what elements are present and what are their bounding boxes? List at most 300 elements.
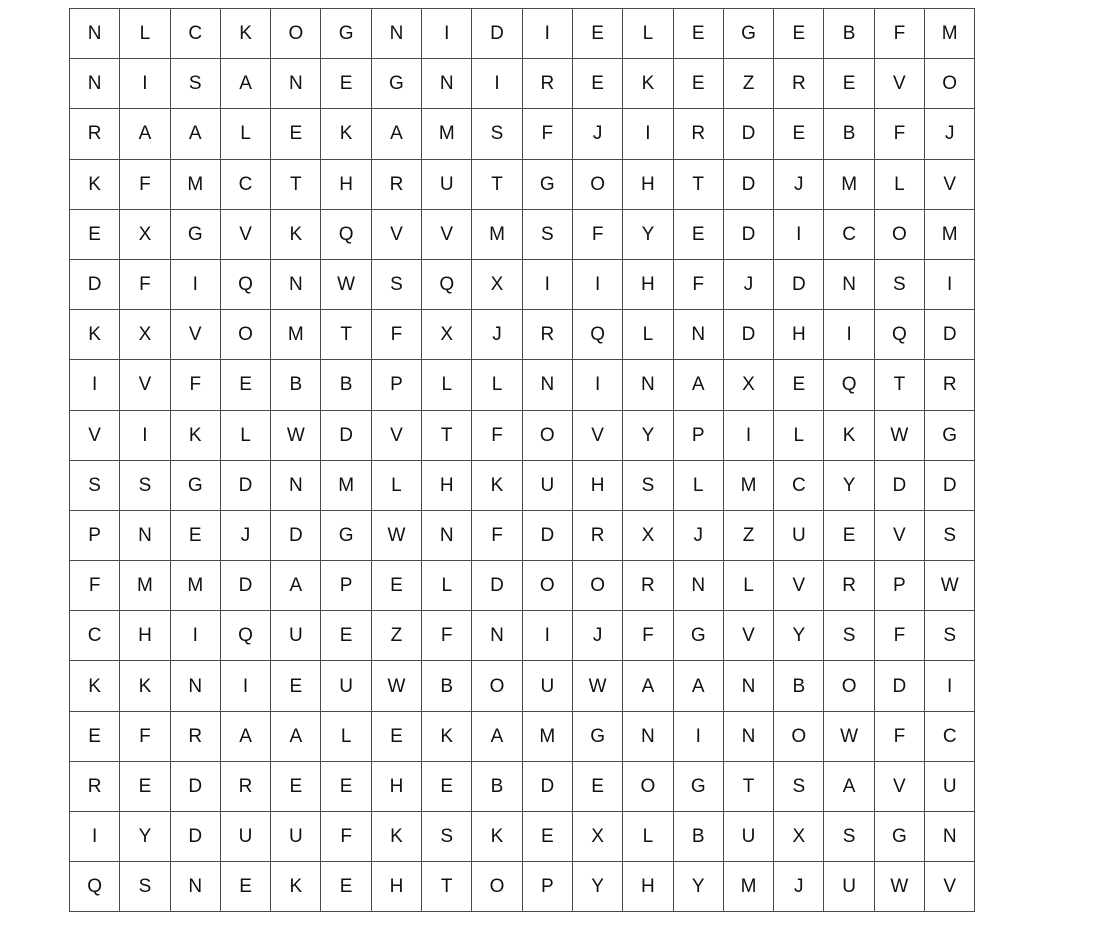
letter-cell[interactable]: T [472, 159, 522, 209]
letter-cell[interactable]: D [220, 561, 270, 611]
letter-cell[interactable]: F [472, 510, 522, 560]
letter-cell[interactable]: Q [824, 360, 874, 410]
letter-cell[interactable]: D [723, 159, 773, 209]
letter-cell[interactable]: L [623, 310, 673, 360]
letter-cell[interactable]: A [170, 109, 220, 159]
letter-cell[interactable]: D [220, 460, 270, 510]
letter-cell[interactable]: U [271, 812, 321, 862]
letter-cell[interactable]: B [824, 109, 874, 159]
letter-cell[interactable]: O [522, 561, 572, 611]
letter-cell[interactable]: G [673, 761, 723, 811]
letter-cell[interactable]: O [572, 561, 622, 611]
letter-cell[interactable]: K [70, 661, 120, 711]
letter-cell[interactable]: H [572, 460, 622, 510]
letter-cell[interactable]: V [371, 209, 421, 259]
letter-cell[interactable]: B [774, 661, 824, 711]
letter-cell[interactable]: O [774, 711, 824, 761]
letter-cell[interactable]: S [422, 812, 472, 862]
letter-cell[interactable]: R [774, 59, 824, 109]
letter-cell[interactable]: N [673, 561, 723, 611]
letter-cell[interactable]: D [774, 259, 824, 309]
letter-cell[interactable]: N [371, 9, 421, 59]
letter-cell[interactable]: J [472, 310, 522, 360]
letter-cell[interactable]: F [321, 812, 371, 862]
letter-cell[interactable]: E [673, 59, 723, 109]
letter-cell[interactable]: A [220, 711, 270, 761]
letter-cell[interactable]: W [925, 561, 975, 611]
letter-cell[interactable]: K [220, 9, 270, 59]
letter-cell[interactable]: L [371, 460, 421, 510]
letter-cell[interactable]: R [70, 109, 120, 159]
letter-cell[interactable]: W [321, 259, 371, 309]
letter-cell[interactable]: V [371, 410, 421, 460]
letter-cell[interactable]: M [422, 109, 472, 159]
letter-cell[interactable]: D [472, 561, 522, 611]
letter-cell[interactable]: I [522, 259, 572, 309]
letter-cell[interactable]: W [371, 661, 421, 711]
letter-cell[interactable]: D [271, 510, 321, 560]
letter-cell[interactable]: J [774, 862, 824, 912]
letter-cell[interactable]: R [371, 159, 421, 209]
letter-cell[interactable]: U [522, 460, 572, 510]
letter-cell[interactable]: P [874, 561, 924, 611]
letter-cell[interactable]: E [371, 711, 421, 761]
letter-cell[interactable]: E [572, 761, 622, 811]
letter-cell[interactable]: I [572, 259, 622, 309]
letter-cell[interactable]: M [170, 159, 220, 209]
letter-cell[interactable]: L [422, 360, 472, 410]
letter-cell[interactable]: H [422, 460, 472, 510]
letter-cell[interactable]: I [723, 410, 773, 460]
letter-cell[interactable]: K [472, 460, 522, 510]
letter-cell[interactable]: K [371, 812, 421, 862]
letter-cell[interactable]: G [170, 209, 220, 259]
letter-cell[interactable]: H [623, 159, 673, 209]
letter-cell[interactable]: D [522, 510, 572, 560]
letter-cell[interactable]: E [774, 360, 824, 410]
letter-cell[interactable]: H [371, 862, 421, 912]
letter-cell[interactable]: M [170, 561, 220, 611]
letter-cell[interactable]: E [120, 761, 170, 811]
letter-cell[interactable]: R [522, 310, 572, 360]
letter-cell[interactable]: U [220, 812, 270, 862]
letter-cell[interactable]: V [874, 510, 924, 560]
letter-cell[interactable]: E [70, 711, 120, 761]
letter-cell[interactable]: I [472, 59, 522, 109]
letter-cell[interactable]: Q [70, 862, 120, 912]
letter-cell[interactable]: I [774, 209, 824, 259]
letter-cell[interactable]: S [824, 812, 874, 862]
letter-cell[interactable]: E [572, 9, 622, 59]
letter-cell[interactable]: U [925, 761, 975, 811]
letter-cell[interactable]: S [472, 109, 522, 159]
letter-cell[interactable]: B [472, 761, 522, 811]
letter-cell[interactable]: H [623, 259, 673, 309]
letter-cell[interactable]: U [522, 661, 572, 711]
letter-cell[interactable]: V [925, 159, 975, 209]
letter-cell[interactable]: L [623, 9, 673, 59]
letter-cell[interactable]: R [673, 109, 723, 159]
letter-cell[interactable]: U [321, 661, 371, 711]
letter-cell[interactable]: D [723, 209, 773, 259]
letter-cell[interactable]: V [220, 209, 270, 259]
letter-cell[interactable]: N [673, 310, 723, 360]
letter-cell[interactable]: Z [371, 611, 421, 661]
letter-cell[interactable]: H [120, 611, 170, 661]
letter-cell[interactable]: M [472, 209, 522, 259]
letter-cell[interactable]: O [925, 59, 975, 109]
letter-cell[interactable]: E [321, 761, 371, 811]
letter-cell[interactable]: Y [824, 460, 874, 510]
letter-cell[interactable]: A [673, 661, 723, 711]
letter-cell[interactable]: M [824, 159, 874, 209]
letter-cell[interactable]: E [321, 59, 371, 109]
letter-cell[interactable]: A [824, 761, 874, 811]
letter-cell[interactable]: D [170, 812, 220, 862]
letter-cell[interactable]: E [271, 661, 321, 711]
letter-cell[interactable]: L [321, 711, 371, 761]
letter-cell[interactable]: N [120, 510, 170, 560]
letter-cell[interactable]: E [824, 510, 874, 560]
letter-cell[interactable]: N [170, 661, 220, 711]
letter-cell[interactable]: I [925, 259, 975, 309]
letter-cell[interactable]: S [874, 259, 924, 309]
letter-cell[interactable]: M [925, 9, 975, 59]
letter-cell[interactable]: R [170, 711, 220, 761]
letter-cell[interactable]: K [623, 59, 673, 109]
letter-cell[interactable]: F [120, 259, 170, 309]
letter-cell[interactable]: O [220, 310, 270, 360]
letter-cell[interactable]: F [422, 611, 472, 661]
letter-cell[interactable]: S [623, 460, 673, 510]
letter-cell[interactable]: D [70, 259, 120, 309]
letter-cell[interactable]: W [824, 711, 874, 761]
letter-cell[interactable]: I [120, 59, 170, 109]
letter-cell[interactable]: R [824, 561, 874, 611]
letter-cell[interactable]: T [321, 310, 371, 360]
letter-cell[interactable]: A [673, 360, 723, 410]
letter-cell[interactable]: E [572, 59, 622, 109]
letter-cell[interactable]: K [472, 812, 522, 862]
letter-cell[interactable]: F [623, 611, 673, 661]
letter-cell[interactable]: E [522, 812, 572, 862]
letter-cell[interactable]: C [925, 711, 975, 761]
letter-cell[interactable]: G [572, 711, 622, 761]
letter-cell[interactable]: S [371, 259, 421, 309]
letter-cell[interactable]: Y [673, 862, 723, 912]
letter-cell[interactable]: E [371, 561, 421, 611]
letter-cell[interactable]: D [874, 661, 924, 711]
letter-cell[interactable]: V [774, 561, 824, 611]
letter-cell[interactable]: A [472, 711, 522, 761]
letter-cell[interactable]: N [723, 711, 773, 761]
letter-cell[interactable]: F [120, 159, 170, 209]
letter-cell[interactable]: C [824, 209, 874, 259]
letter-cell[interactable]: N [623, 711, 673, 761]
letter-cell[interactable]: A [271, 561, 321, 611]
letter-cell[interactable]: X [723, 360, 773, 410]
letter-cell[interactable]: B [271, 360, 321, 410]
letter-cell[interactable]: K [70, 159, 120, 209]
letter-cell[interactable]: T [271, 159, 321, 209]
letter-cell[interactable]: G [170, 460, 220, 510]
letter-cell[interactable]: T [874, 360, 924, 410]
letter-cell[interactable]: J [220, 510, 270, 560]
letter-cell[interactable]: H [321, 159, 371, 209]
letter-cell[interactable]: K [271, 862, 321, 912]
letter-cell[interactable]: I [522, 9, 572, 59]
letter-cell[interactable]: G [874, 812, 924, 862]
letter-cell[interactable]: I [70, 812, 120, 862]
letter-cell[interactable]: C [774, 460, 824, 510]
letter-cell[interactable]: E [220, 360, 270, 410]
letter-cell[interactable]: J [572, 109, 622, 159]
letter-cell[interactable]: G [371, 59, 421, 109]
letter-cell[interactable]: B [673, 812, 723, 862]
letter-cell[interactable]: F [874, 711, 924, 761]
letter-cell[interactable]: E [673, 209, 723, 259]
letter-cell[interactable]: U [774, 510, 824, 560]
letter-cell[interactable]: W [271, 410, 321, 460]
letter-cell[interactable]: M [723, 862, 773, 912]
letter-cell[interactable]: Q [422, 259, 472, 309]
letter-cell[interactable]: I [220, 661, 270, 711]
letter-cell[interactable]: V [120, 360, 170, 410]
letter-cell[interactable]: W [874, 410, 924, 460]
letter-cell[interactable]: R [572, 510, 622, 560]
letter-cell[interactable]: M [723, 460, 773, 510]
letter-cell[interactable]: E [774, 9, 824, 59]
letter-cell[interactable]: K [120, 661, 170, 711]
letter-cell[interactable]: E [70, 209, 120, 259]
letter-cell[interactable]: K [271, 209, 321, 259]
letter-cell[interactable]: E [271, 109, 321, 159]
letter-cell[interactable]: A [120, 109, 170, 159]
letter-cell[interactable]: M [925, 209, 975, 259]
letter-cell[interactable]: O [572, 159, 622, 209]
letter-cell[interactable]: D [723, 109, 773, 159]
letter-cell[interactable]: T [422, 410, 472, 460]
letter-cell[interactable]: G [925, 410, 975, 460]
letter-cell[interactable]: X [472, 259, 522, 309]
letter-cell[interactable]: D [925, 460, 975, 510]
letter-cell[interactable]: U [723, 812, 773, 862]
letter-cell[interactable]: M [120, 561, 170, 611]
letter-cell[interactable]: I [120, 410, 170, 460]
letter-cell[interactable]: N [271, 460, 321, 510]
letter-cell[interactable]: J [723, 259, 773, 309]
letter-cell[interactable]: Y [572, 862, 622, 912]
letter-cell[interactable]: L [472, 360, 522, 410]
letter-cell[interactable]: Z [723, 510, 773, 560]
letter-cell[interactable]: P [673, 410, 723, 460]
letter-cell[interactable]: N [422, 59, 472, 109]
letter-cell[interactable]: E [321, 862, 371, 912]
letter-cell[interactable]: I [170, 611, 220, 661]
letter-cell[interactable]: O [472, 862, 522, 912]
letter-cell[interactable]: S [120, 460, 170, 510]
letter-cell[interactable]: R [623, 561, 673, 611]
letter-cell[interactable]: X [120, 209, 170, 259]
letter-cell[interactable]: K [321, 109, 371, 159]
letter-cell[interactable]: X [774, 812, 824, 862]
letter-cell[interactable]: I [170, 259, 220, 309]
letter-cell[interactable]: L [623, 812, 673, 862]
letter-cell[interactable]: T [673, 159, 723, 209]
letter-cell[interactable]: N [271, 259, 321, 309]
letter-cell[interactable]: I [623, 109, 673, 159]
letter-cell[interactable]: D [925, 310, 975, 360]
letter-cell[interactable]: K [70, 310, 120, 360]
letter-cell[interactable]: D [723, 310, 773, 360]
letter-cell[interactable]: N [824, 259, 874, 309]
letter-cell[interactable]: E [220, 862, 270, 912]
letter-cell[interactable]: G [321, 510, 371, 560]
letter-cell[interactable]: Y [623, 209, 673, 259]
letter-cell[interactable]: O [271, 9, 321, 59]
letter-cell[interactable]: M [271, 310, 321, 360]
letter-cell[interactable]: P [522, 862, 572, 912]
letter-cell[interactable]: B [422, 661, 472, 711]
letter-cell[interactable]: D [472, 9, 522, 59]
letter-cell[interactable]: B [824, 9, 874, 59]
letter-cell[interactable]: G [321, 9, 371, 59]
letter-cell[interactable]: C [170, 9, 220, 59]
letter-cell[interactable]: V [723, 611, 773, 661]
letter-cell[interactable]: P [371, 360, 421, 410]
letter-cell[interactable]: Q [572, 310, 622, 360]
letter-cell[interactable]: J [673, 510, 723, 560]
letter-cell[interactable]: X [572, 812, 622, 862]
letter-cell[interactable]: S [120, 862, 170, 912]
letter-cell[interactable]: E [170, 510, 220, 560]
letter-cell[interactable]: X [623, 510, 673, 560]
letter-cell[interactable]: G [723, 9, 773, 59]
letter-cell[interactable]: X [422, 310, 472, 360]
letter-cell[interactable]: N [522, 360, 572, 410]
letter-cell[interactable]: O [472, 661, 522, 711]
letter-cell[interactable]: P [70, 510, 120, 560]
letter-cell[interactable]: T [723, 761, 773, 811]
letter-cell[interactable]: G [673, 611, 723, 661]
letter-cell[interactable]: U [271, 611, 321, 661]
letter-cell[interactable]: I [572, 360, 622, 410]
letter-cell[interactable]: L [220, 410, 270, 460]
letter-cell[interactable]: J [572, 611, 622, 661]
letter-cell[interactable]: M [522, 711, 572, 761]
letter-cell[interactable]: Z [723, 59, 773, 109]
letter-cell[interactable]: L [874, 159, 924, 209]
letter-cell[interactable]: C [220, 159, 270, 209]
letter-cell[interactable]: D [522, 761, 572, 811]
letter-cell[interactable]: F [572, 209, 622, 259]
letter-cell[interactable]: N [623, 360, 673, 410]
letter-cell[interactable]: S [925, 510, 975, 560]
letter-cell[interactable]: A [371, 109, 421, 159]
letter-cell[interactable]: O [824, 661, 874, 711]
letter-cell[interactable]: R [925, 360, 975, 410]
letter-cell[interactable]: S [824, 611, 874, 661]
letter-cell[interactable]: H [774, 310, 824, 360]
letter-cell[interactable]: C [70, 611, 120, 661]
letter-cell[interactable]: V [925, 862, 975, 912]
letter-cell[interactable]: L [673, 460, 723, 510]
letter-cell[interactable]: V [874, 59, 924, 109]
letter-cell[interactable]: Q [321, 209, 371, 259]
letter-cell[interactable]: F [120, 711, 170, 761]
letter-cell[interactable]: V [422, 209, 472, 259]
letter-cell[interactable]: S [70, 460, 120, 510]
letter-cell[interactable]: R [220, 761, 270, 811]
letter-cell[interactable]: I [70, 360, 120, 410]
letter-cell[interactable]: I [824, 310, 874, 360]
letter-cell[interactable]: S [774, 761, 824, 811]
letter-cell[interactable]: U [422, 159, 472, 209]
letter-cell[interactable]: W [371, 510, 421, 560]
letter-cell[interactable]: F [472, 410, 522, 460]
letter-cell[interactable]: F [371, 310, 421, 360]
letter-cell[interactable]: V [572, 410, 622, 460]
letter-cell[interactable]: X [120, 310, 170, 360]
letter-cell[interactable]: F [874, 9, 924, 59]
letter-cell[interactable]: W [874, 862, 924, 912]
letter-cell[interactable]: G [522, 159, 572, 209]
letter-cell[interactable]: L [723, 561, 773, 611]
letter-cell[interactable]: N [422, 510, 472, 560]
letter-cell[interactable]: J [925, 109, 975, 159]
letter-cell[interactable]: O [522, 410, 572, 460]
letter-cell[interactable]: V [874, 761, 924, 811]
letter-cell[interactable]: L [774, 410, 824, 460]
letter-cell[interactable]: U [824, 862, 874, 912]
letter-cell[interactable]: K [824, 410, 874, 460]
letter-cell[interactable]: D [874, 460, 924, 510]
letter-cell[interactable]: I [522, 611, 572, 661]
letter-cell[interactable]: Q [220, 259, 270, 309]
letter-cell[interactable]: L [422, 561, 472, 611]
letter-cell[interactable]: Y [774, 611, 824, 661]
letter-cell[interactable]: N [70, 9, 120, 59]
letter-cell[interactable]: S [925, 611, 975, 661]
letter-cell[interactable]: P [321, 561, 371, 611]
letter-cell[interactable]: I [925, 661, 975, 711]
letter-cell[interactable]: Q [874, 310, 924, 360]
letter-cell[interactable]: B [321, 360, 371, 410]
letter-cell[interactable]: V [170, 310, 220, 360]
letter-cell[interactable]: N [70, 59, 120, 109]
letter-cell[interactable]: S [522, 209, 572, 259]
letter-cell[interactable]: W [572, 661, 622, 711]
letter-cell[interactable]: A [271, 711, 321, 761]
letter-cell[interactable]: I [673, 711, 723, 761]
letter-cell[interactable]: Y [623, 410, 673, 460]
letter-cell[interactable]: N [271, 59, 321, 109]
letter-cell[interactable]: R [70, 761, 120, 811]
letter-cell[interactable]: R [522, 59, 572, 109]
letter-cell[interactable]: K [170, 410, 220, 460]
letter-cell[interactable]: E [422, 761, 472, 811]
letter-cell[interactable]: H [371, 761, 421, 811]
letter-cell[interactable]: D [321, 410, 371, 460]
letter-cell[interactable]: T [422, 862, 472, 912]
letter-cell[interactable]: N [170, 862, 220, 912]
letter-cell[interactable]: Y [120, 812, 170, 862]
letter-cell[interactable]: F [522, 109, 572, 159]
letter-cell[interactable]: L [120, 9, 170, 59]
letter-cell[interactable]: O [623, 761, 673, 811]
letter-cell[interactable]: F [70, 561, 120, 611]
letter-cell[interactable]: E [824, 59, 874, 109]
